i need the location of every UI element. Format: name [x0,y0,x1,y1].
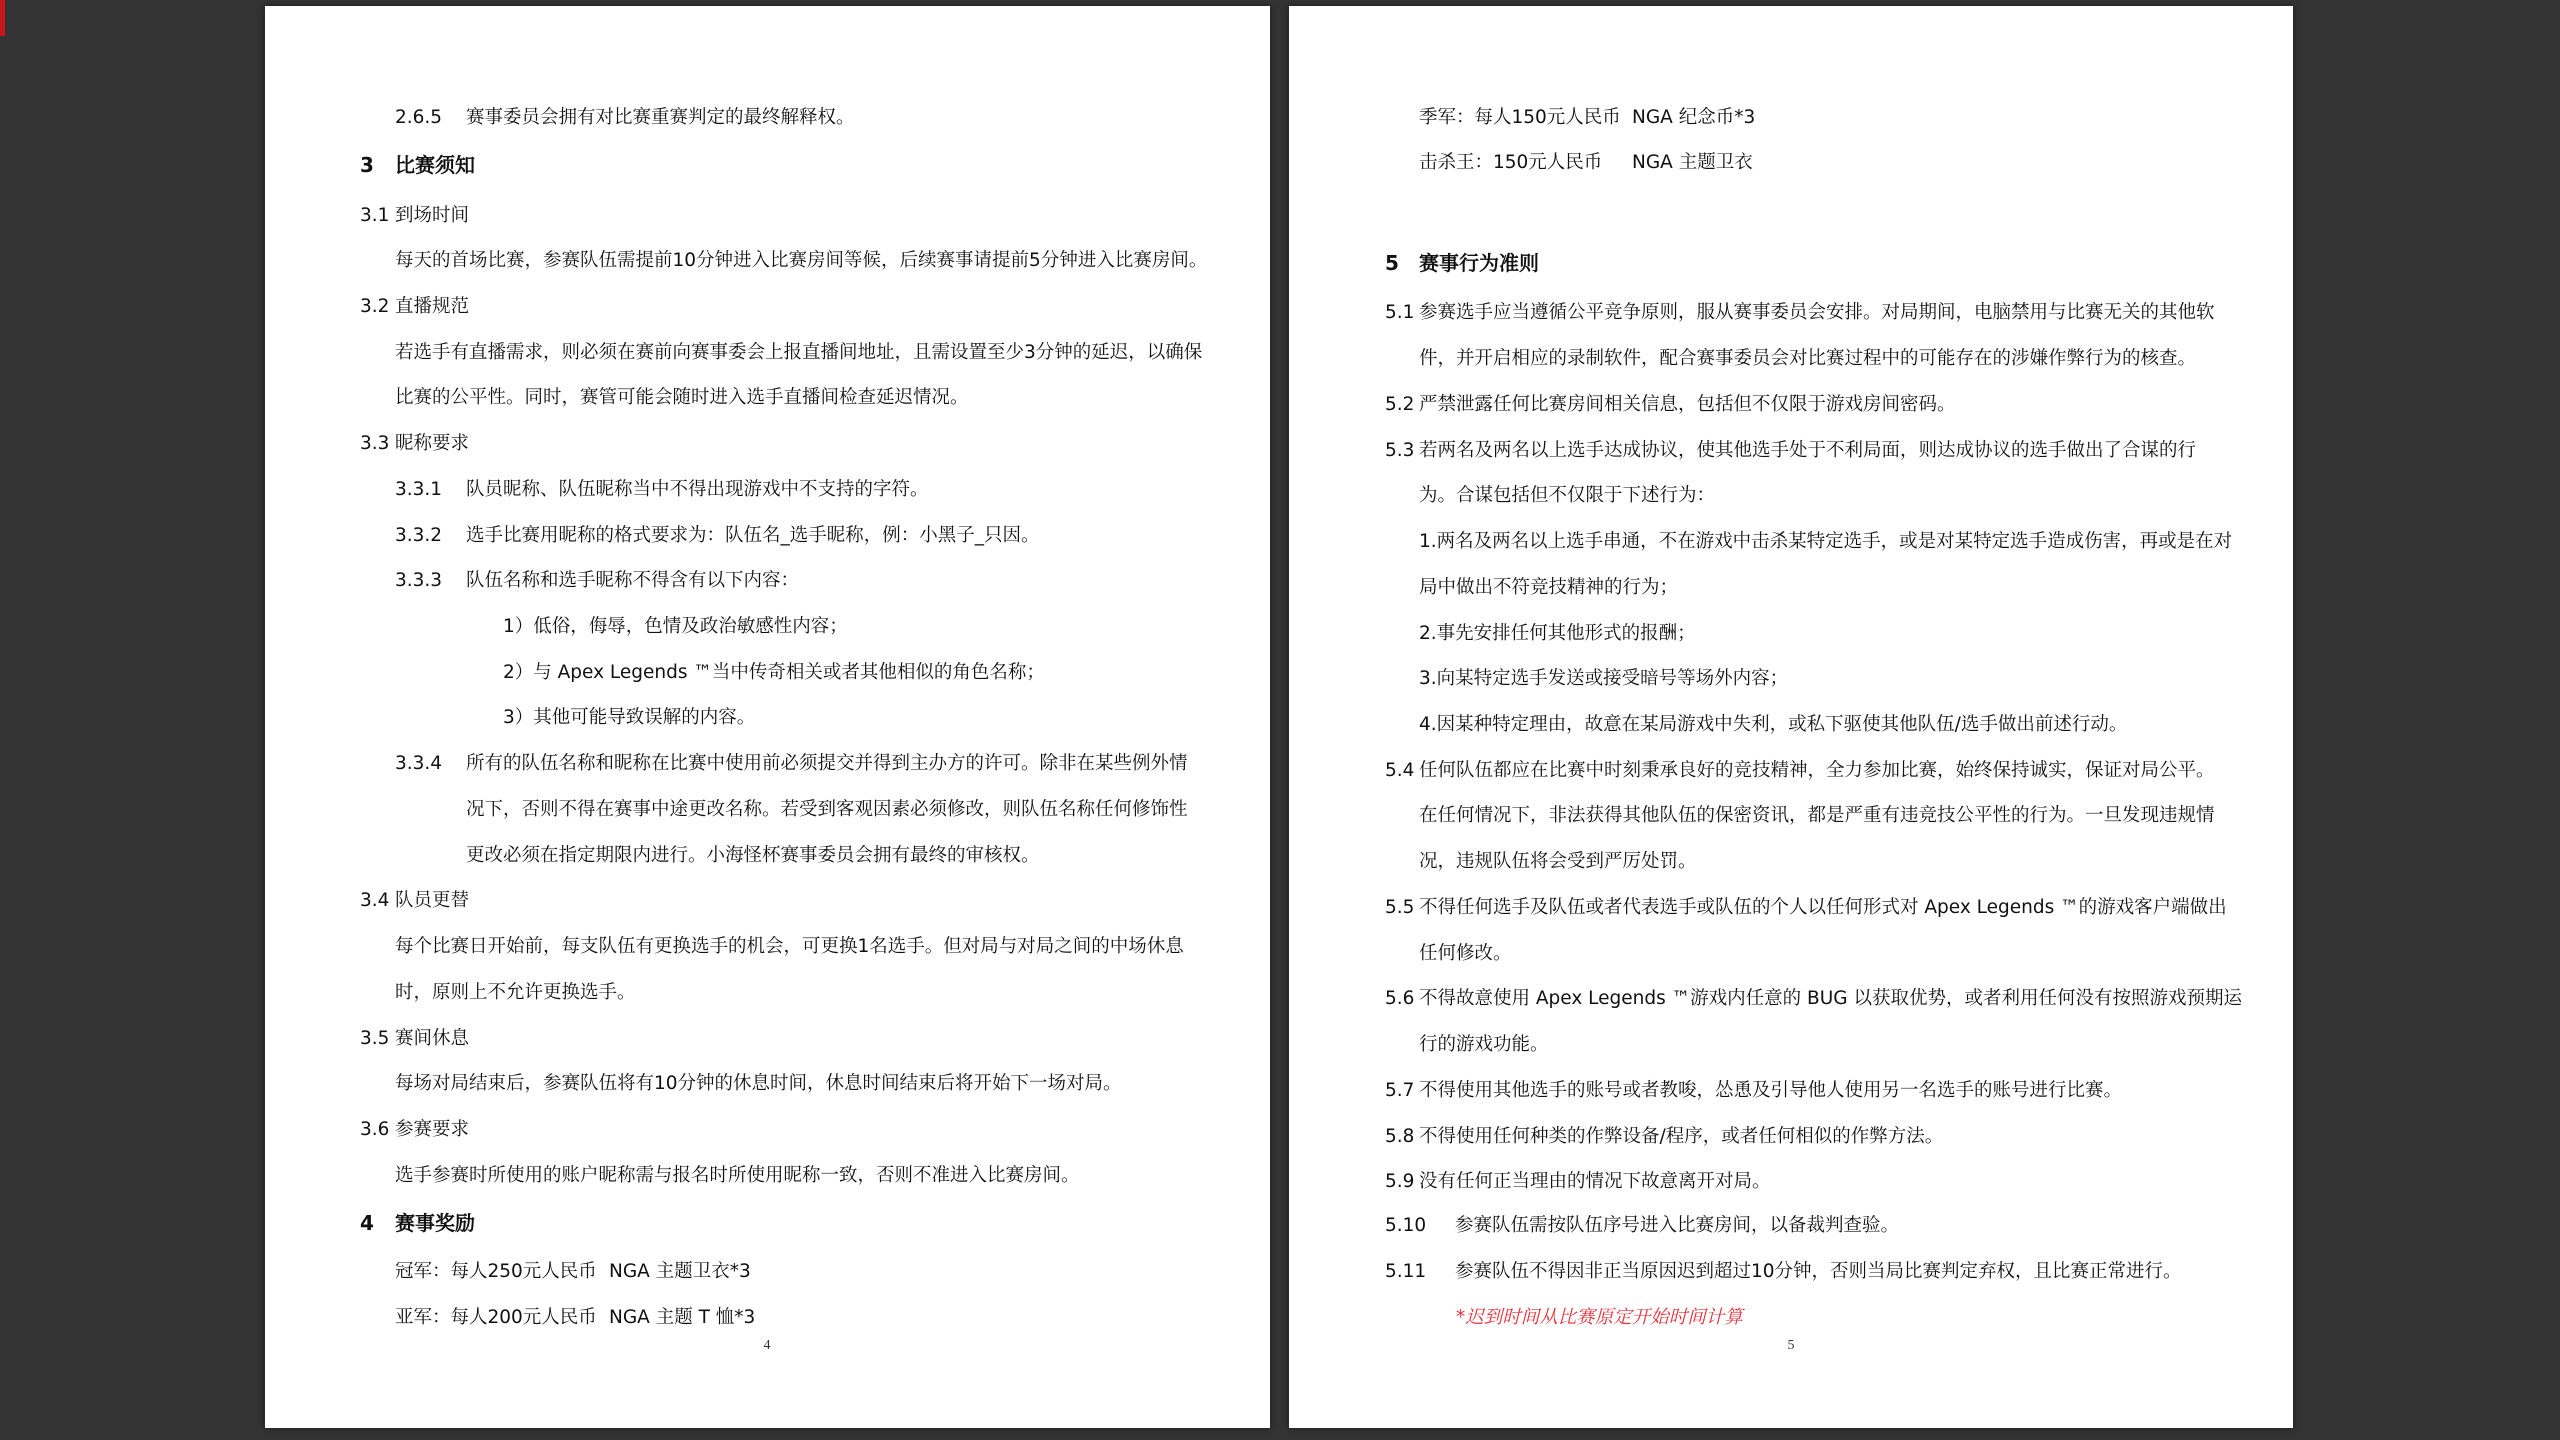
section-heading: 赛事行为准则 [1419,251,1539,275]
prize-item: NGA 主题卫衣 [1632,152,1753,173]
prize-item: NGA 纪念币*3 [1632,107,1756,128]
subsection-heading: 昵称要求 [395,433,470,454]
subsection-number: 3.6 [360,1119,390,1140]
document-page-4 [265,6,1270,1428]
clause-text: 任何队伍都应在比赛中时刻秉承良好的竞技精神，全力参加比赛，始终保持诚实，保证对局公平。 [1419,760,2215,781]
clause-number: 5.6 [1385,988,1415,1009]
clause-number: 5.5 [1385,897,1415,918]
prize-amount: 季军：每人150元人民币 [1419,107,1621,128]
clause-number: 5.11 [1385,1261,1427,1282]
page-number: 5 [1787,1338,1795,1353]
subsection-number: 3.3 [360,433,390,454]
subsection-number: 3.5 [360,1028,390,1049]
paragraph-line: 比赛的公平性。同时，赛管可能会随时进入选手直播间检查延迟情况。 [395,387,969,408]
clause-number: 3.3.3 [395,570,443,591]
clause-number: 5.3 [1385,440,1415,461]
section-heading: 赛事奖励 [395,1211,475,1235]
clause-text: 参赛选手应当遵循公平竞争原则，服从赛事委员会安排。对局期间，电脑禁用与比赛无关的其他软 [1419,302,2215,323]
clause-number: 2.6.5 [395,107,443,128]
clause-text: 不得任何选手及队伍或者代表选手或队伍的个人以任何形式对 Apex Legends ™的游戏客户端做出 [1419,897,2227,918]
clause-text: 况，违规队伍将会受到严厉处罚。 [1419,851,1697,872]
page-number: 4 [763,1338,771,1353]
paragraph-line: 时，原则上不允许更换选手。 [395,982,636,1003]
section-heading: 比赛须知 [395,153,475,177]
subsection-heading: 到场时间 [395,205,470,226]
clause-text: 更改必须在指定期限内进行。小海怪杯赛事委员会拥有最终的审核权。 [466,845,1040,866]
prize-amount: 亚军：每人200元人民币 [395,1307,597,1328]
subsection-number: 3.1 [360,205,390,226]
clause-number: 3.3.2 [395,525,443,546]
clause-number: 5.2 [1385,394,1415,415]
list-item: 4.因某种特定理由，故意在某局游戏中失利，或私下驱使其他队伍/选手做出前述行动。 [1419,714,2128,735]
clause-text: 严禁泄露任何比赛房间相关信息，包括但不仅限于游戏房间密码。 [1419,394,1956,415]
clause-number: 3.3.1 [395,479,443,500]
clause-text: 况下，否则不得在赛事中途更改名称。若受到客观因素必须修改，则队伍名称任何修饰性 [466,799,1188,820]
late-note: *迟到时间从比赛原定开始时间计算 [1456,1307,1743,1328]
clause-text: 件，并开启相应的录制软件，配合赛事委员会对比赛过程中的可能存在的涉嫌作弊行为的核查。 [1419,348,2197,369]
clause-number: 3.3.4 [395,753,443,774]
clause-number: 5.7 [1385,1080,1415,1101]
section-number: 4 [360,1211,374,1235]
clause-number: 5.1 [1385,302,1415,323]
clause-text: 不得使用任何种类的作弊设备/程序，或者任何相似的作弊方法。 [1419,1126,1944,1147]
paragraph-line: 每个比赛日开始前，每支队伍有更换选手的机会，可更换1名选手。但对局与对局之间的中场休息 [395,936,1184,957]
clause-text: 选手比赛用昵称的格式要求为：队伍名_选手昵称，例：小黑子_只因。 [466,525,1040,546]
paragraph-line: 选手参赛时所使用的账户昵称需与报名时所使用昵称一致，否则不准进入比赛房间。 [395,1165,1080,1186]
clause-text: 参赛队伍需按队伍序号进入比赛房间，以备裁判查验。 [1455,1215,1900,1236]
document-page-5 [1289,6,2293,1428]
list-item: 2）与 Apex Legends ™当中传奇相关或者其他相似的角色名称； [503,662,1045,683]
paragraph-line: 每场对局结束后，参赛队伍将有10分钟的休息时间，休息时间结束后将开始下一场对局。 [395,1073,1122,1094]
clause-text: 在任何情况下，非法获得其他队伍的保密资讯，都是严重有违竞技公平性的行为。一旦发现违规情 [1419,805,2215,826]
clause-number: 5.8 [1385,1126,1415,1147]
clause-text: 参赛队伍不得因非正当原因迟到超过10分钟，否则当局比赛判定弃权，且比赛正常进行。 [1455,1261,2182,1282]
clause-text: 所有的队伍名称和昵称在比赛中使用前必须提交并得到主办方的许可。除非在某些例外情 [466,753,1188,774]
subsection-number: 3.2 [360,296,390,317]
prize-amount: 击杀王：150元人民币 [1419,152,1603,173]
clause-text: 队伍名称和选手昵称不得含有以下内容： [466,570,800,591]
clause-text: 赛事委员会拥有对比赛重赛判定的最终解释权。 [466,107,855,128]
clause-text: 不得使用其他选手的账号或者教唆，怂恿及引导他人使用另一名选手的账号进行比赛。 [1419,1080,2123,1101]
clause-text: 为。合谋包括但不仅限于下述行为： [1419,485,1716,506]
subsection-heading: 队员更替 [395,890,470,911]
paragraph-line: 每天的首场比赛，参赛队伍需提前10分钟进入比赛房间等候，后续赛事请提前5分钟进入比赛房间。 [395,250,1208,271]
active-tab-marker[interactable] [0,0,5,36]
list-item: 1.两名及两名以上选手串通，不在游戏中击杀某特定选手，或是对某特定选手造成伤害，再或是在对 [1419,531,2233,552]
subsection-heading: 直播规范 [395,296,470,317]
prize-amount: 冠军：每人250元人民币 [395,1261,597,1282]
list-item: 3.向某特定选手发送或接受暗号等场外内容； [1419,668,1789,689]
subsection-heading: 赛间休息 [395,1028,470,1049]
section-number: 3 [360,153,374,177]
clause-text: 若两名及两名以上选手达成协议，使其他选手处于不利局面，则达成协议的选手做出了合谋的行 [1419,440,2197,461]
list-item: 3）其他可能导致误解的内容。 [503,707,756,728]
section-number: 5 [1385,251,1399,275]
list-item: 1）低俗，侮辱，色情及政治敏感性内容； [503,616,848,637]
clause-text: 没有任何正当理由的情况下故意离开对局。 [1419,1171,1771,1192]
clause-text: 任何修改。 [1419,943,1512,964]
clause-text: 队员昵称、队伍昵称当中不得出现游戏中不支持的字符。 [466,479,929,500]
prize-item: NGA 主题 T 恤*3 [609,1307,756,1328]
clause-text: 行的游戏功能。 [1419,1034,1549,1055]
clause-number: 5.10 [1385,1215,1427,1236]
clause-number: 5.9 [1385,1171,1415,1192]
list-item: 2.事先安排任何其他形式的报酬； [1419,623,1696,644]
paragraph-line: 若选手有直播需求，则必须在赛前向赛事委会上报直播间地址，且需设置至少3分钟的延迟，以确保 [395,342,1203,363]
subsection-number: 3.4 [360,890,390,911]
prize-item: NGA 主题卫衣*3 [609,1261,751,1282]
subsection-heading: 参赛要求 [395,1119,470,1140]
clause-text: 不得故意使用 Apex Legends ™游戏内任意的 BUG 以获取优势，或者利用任何没有按照游戏预期运 [1419,988,2242,1009]
clause-number: 5.4 [1385,760,1415,781]
list-item: 局中做出不符竞技精神的行为； [1419,577,1679,598]
